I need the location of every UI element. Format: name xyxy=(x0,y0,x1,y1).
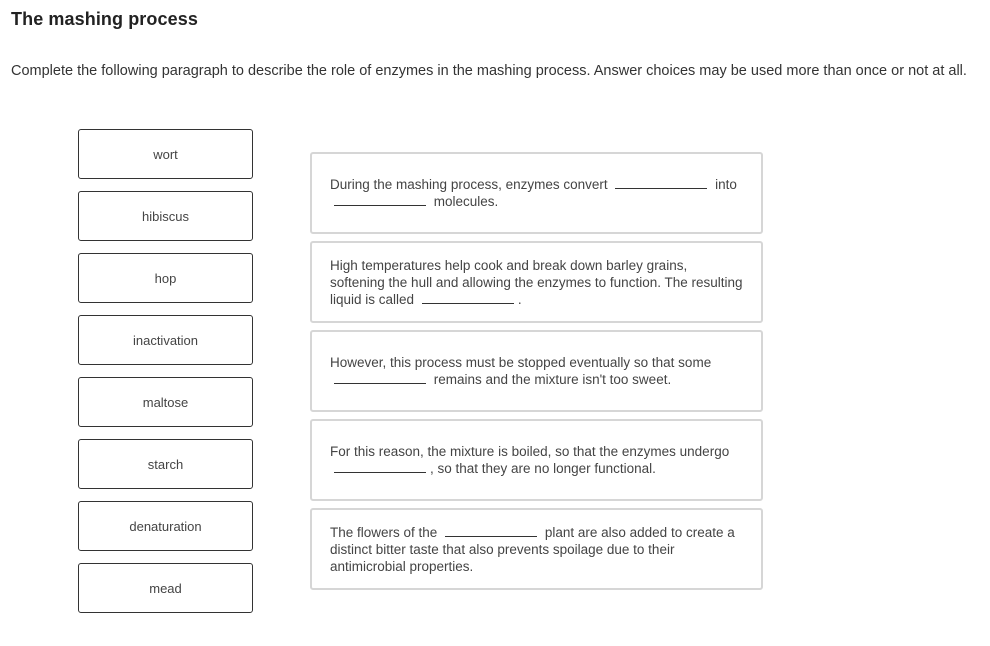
answer-blank-5[interactable] xyxy=(445,525,537,537)
sentence-box-4 xyxy=(310,419,763,501)
sentence-fragment: . xyxy=(517,291,522,307)
answer-blank-2[interactable] xyxy=(422,292,514,304)
answer-blank-3[interactable] xyxy=(334,372,426,384)
sentence-text xyxy=(330,443,743,477)
choice-label: hibiscus xyxy=(142,208,189,224)
choice-label: wort xyxy=(153,146,178,162)
choice-tile-starch[interactable] xyxy=(78,439,253,489)
sentence-fragment: molecules. xyxy=(433,194,499,209)
sentence-box-3 xyxy=(310,330,763,412)
choice-label: starch xyxy=(147,456,184,472)
sentence-text xyxy=(330,354,743,388)
sentence-fragment: into xyxy=(715,177,737,192)
sentence-box-2 xyxy=(310,241,763,323)
sentence-fragment: High temperatures help cook and break down barley grains, softening the hull and allowing the enzymes to function. The resulting liquid is called xyxy=(330,257,743,307)
choice-label: maltose xyxy=(142,394,189,410)
choice-tile-wort[interactable] xyxy=(78,129,253,179)
sentence-fragment: For this reason, the mixture is boiled, so that the enzymes undergo xyxy=(330,444,730,459)
sentence-text xyxy=(330,257,743,308)
choice-label: denaturation xyxy=(129,518,202,534)
sentence-box-1 xyxy=(310,152,763,234)
answer-blank-4[interactable] xyxy=(334,461,426,473)
choice-tile-denaturation[interactable] xyxy=(78,501,253,551)
answer-blank-1b[interactable] xyxy=(334,194,426,206)
choice-tile-mead[interactable] xyxy=(78,563,253,613)
choice-label: mead xyxy=(149,580,182,596)
sentence-fragment: However, this process must be stopped eventually so that some xyxy=(330,355,712,370)
choice-tile-maltose[interactable] xyxy=(78,377,253,427)
choice-label: hop xyxy=(154,270,177,286)
choice-tile-hop[interactable] xyxy=(78,253,253,303)
choice-tile-inactivation[interactable] xyxy=(78,315,253,365)
choice-tile-hibiscus[interactable] xyxy=(78,191,253,241)
sentence-text xyxy=(330,176,743,210)
sentence-fragment: plant are also added to create a distinct bitter taste that also prevents spoilage due to their antimicrobial properties. xyxy=(330,524,735,574)
sentence-fragment: , so that they are no longer functional. xyxy=(430,461,656,476)
sentence-fragment: During the mashing process, enzymes convert xyxy=(330,177,608,192)
instructions-text: Complete the following paragraph to describe the role of enzymes in the mashing process. Answer choices may be used more than once or not at all. xyxy=(11,63,967,79)
sentence-box-5 xyxy=(310,508,763,590)
sentence-fragment: The flowers of the xyxy=(330,524,438,540)
sentence-text xyxy=(330,524,743,575)
choice-label: inactivation xyxy=(132,332,199,348)
answer-blank-1a[interactable] xyxy=(615,177,707,189)
page-title: The mashing process xyxy=(11,9,198,29)
sentence-fragment: remains and the mixture isn't too sweet. xyxy=(433,372,672,387)
